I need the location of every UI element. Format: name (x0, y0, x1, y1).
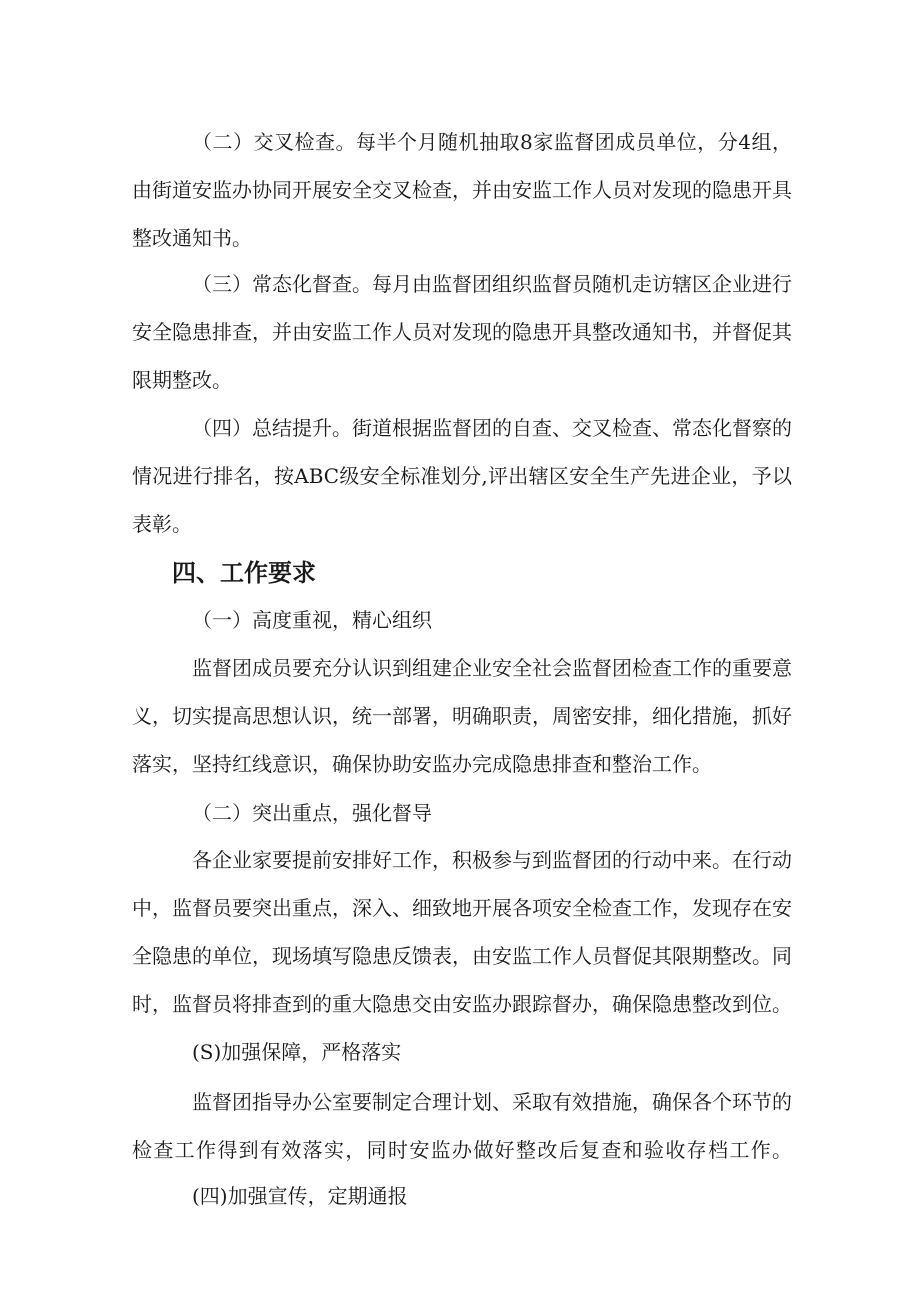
subheading-publicity-reporting: (四)加强宣传，定期通报 (192, 1184, 408, 1208)
text-line: 中，监督员要突出重点，深入、细致地开展各项安全检查工作，发现存在安 (132, 896, 792, 920)
text-line: 时，监督员将排查到的重大隐患交由安监办跟踪督办，确保隐患整改到位。 (132, 992, 792, 1016)
text-line: 落实，坚持红线意识，确保协助安监办完成隐患排查和整治工作。 (132, 752, 712, 776)
subheading-highlight-focus: （二）突出重点，强化督导 (192, 801, 432, 825)
text-line: （四）总结提升。街道根据监督团的自查、交叉检查、常态化督察的 (192, 416, 792, 440)
paragraph-high-priority (132, 644, 792, 788)
subheading-strengthen-support: (S)加强保障，严格落实 (192, 1040, 402, 1064)
text-line: 表彰。 (132, 512, 192, 536)
text-line: 监督团成员要充分认识到组建企业安全社会监督团检查工作的重要意 (192, 656, 792, 680)
paragraph-strengthen-support (132, 1078, 792, 1174)
text-line: 检查工作得到有效落实，同时安监办做好整改后复查和验收存档工作。 (132, 1138, 792, 1162)
text-line: 情况进行排名，按ABC级安全标准划分,评出辖区安全生产先进企业，予以 (132, 464, 792, 488)
text-line: （三）常态化督查。每月由监督团组织监督员随机走访辖区企业进行 (192, 272, 792, 296)
text-line: 各企业家要提前安排好工作，积极参与到监督团的行动中来。在行动 (192, 848, 792, 872)
text-line: （二）交叉检查。每半个月随机抽取8家监督团成员单位，分4组， (192, 130, 792, 154)
paragraph-summary-improvement (132, 404, 792, 548)
paragraph-highlight-focus (132, 836, 792, 1028)
text-line: 义，切实提高思想认识，统一部署，明确职责，周密安排，细化措施，抓好 (132, 704, 792, 728)
subheading-high-priority: （一）高度重视，精心组织 (192, 608, 432, 632)
paragraph-cross-inspection (132, 118, 792, 262)
text-line: 安全隐患排查，并由安监工作人员对发现的隐患开具整改通知书，并督促其 (132, 320, 792, 344)
section-heading-work-requirements: 四、工作要求 (172, 559, 316, 587)
text-line: 监督团指导办公室要制定合理计划、采取有效措施，确保各个环节的 (192, 1090, 792, 1114)
paragraph-routine-supervision (132, 260, 792, 404)
text-line: 限期整改。 (132, 368, 232, 392)
text-line: 由街道安监办协同开展安全交叉检查，并由安监工作人员对发现的隐患开具 (132, 178, 792, 202)
text-line: 全隐患的单位，现场填写隐患反馈表，由安监工作人员督促其限期整改。同 (132, 944, 792, 968)
text-line: 整改通知书。 (132, 226, 252, 250)
